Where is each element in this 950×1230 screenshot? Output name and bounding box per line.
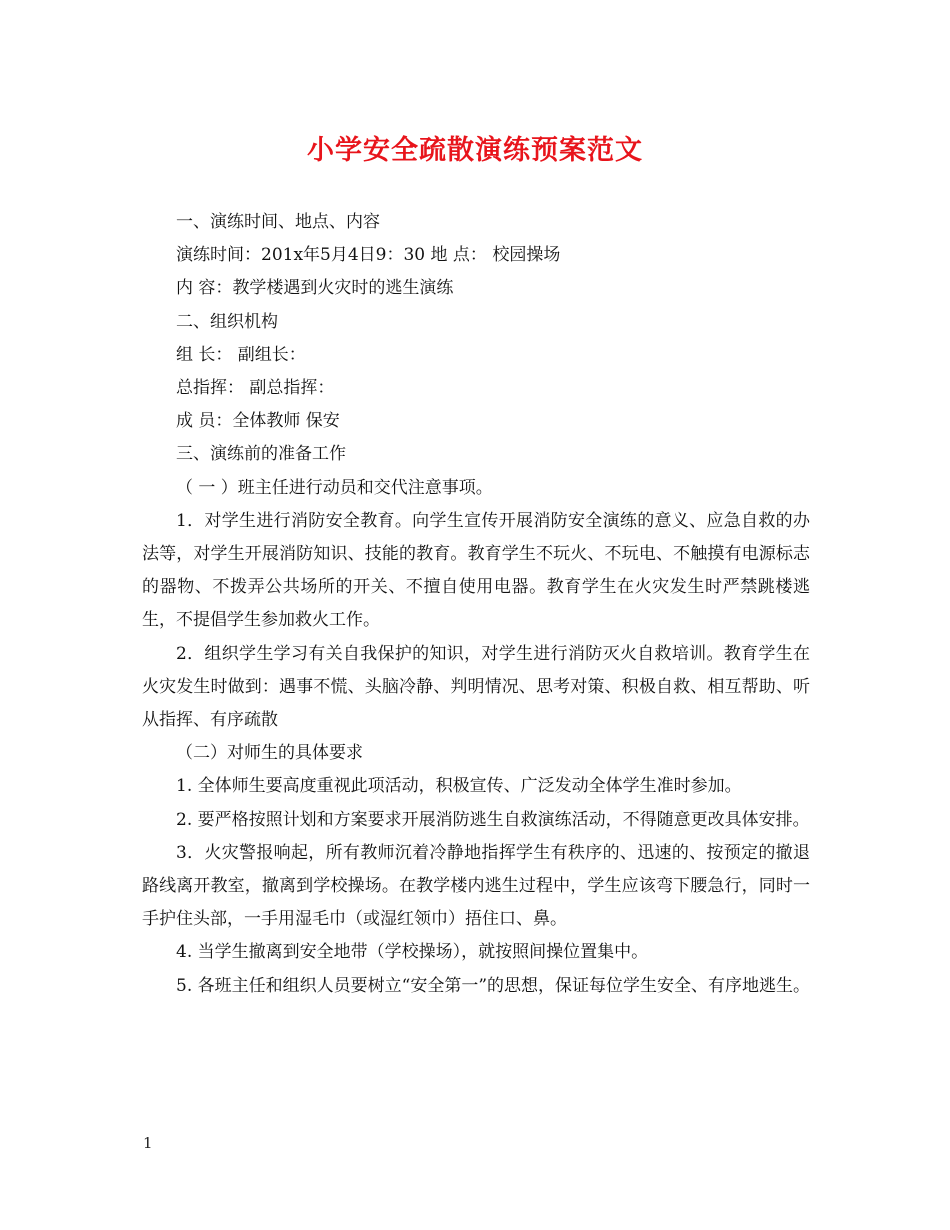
requirement-item-4: 4. 当学生撤离到安全地带（学校操场），就按照间操位置集中。 — [176, 942, 649, 963]
section-heading-drill-info: 一、演练时间、地点、内容 — [176, 212, 380, 232]
drill-time-location: 演练时间：201x年5月4日9：30 地 点： 校园操场 — [176, 245, 561, 266]
page-number: 1 — [143, 1134, 153, 1152]
paragraph-fire-safety-education: 1．对学生进行消防安全教育。向学生宣传开展消防安全演练的意义、应急自救的办法等，对学生开展消防知识、技能的教育。教育学生不玩火、不玩电、不触摸有电源标志的器物、不拨弄公共场所的开关、不擅自使用电器。教育学生在火灾发生时严禁跳楼逃生，不提倡学生参加救火工作。 — [142, 510, 810, 631]
paragraph-self-protection-training: 2．组织学生学习有关自我保护的知识，对学生进行消防灭火自救培训。教育学生在火灾发生时做到：遇事不慌、头脑冷静、判明情况、思考对策、积极自救、相互帮助、听从指挥、有序疏散 — [142, 643, 810, 731]
requirement-item-2: 2. 要严格按照计划和方案要求开展消防逃生自救演练活动，不得随意更改具体安排。 — [176, 809, 810, 830]
document-title: 小学安全疏散演练预案范文 — [307, 135, 643, 166]
section-heading-organization: 二、组织机构 — [176, 311, 278, 332]
drill-content: 内 容：教学楼遇到火灾时的逃生演练 — [176, 278, 454, 299]
team-leader-line: 组 长： 副组长： — [176, 344, 306, 365]
subsection-heading-class-teacher: （ 一 ）班主任进行动员和交代注意事项。 — [176, 477, 493, 498]
requirement-item-1: 1. 全体师生要高度重视此项活动，积极宣传、广泛发动全体学生准时参加。 — [176, 776, 742, 797]
requirement-item-5: 5. 各班主任和组织人员要树立“安全第一”的思想，保证每位学生安全、有序地逃生。 — [176, 975, 811, 996]
section-heading-preparation: 三、演练前的准备工作 — [176, 444, 346, 465]
members-line: 成 员：全体教师 保安 — [176, 411, 340, 432]
requirement-item-3: 3．火灾警报响起，所有教师沉着冷静地指挥学生有秩序的、迅速的、按预定的撤退路线离开教室，撤离到学校操场。在教学楼内逃生过程中，学生应该弯下腰急行，同时一手护住头部，一手用湿毛巾（或湿红领巾）捂住口、鼻。 — [142, 842, 810, 930]
commander-line: 总指挥： 副总指挥： — [176, 378, 335, 399]
document-body — [142, 206, 810, 1003]
subsection-heading-requirements: （二）对师生的具体要求 — [176, 743, 363, 764]
